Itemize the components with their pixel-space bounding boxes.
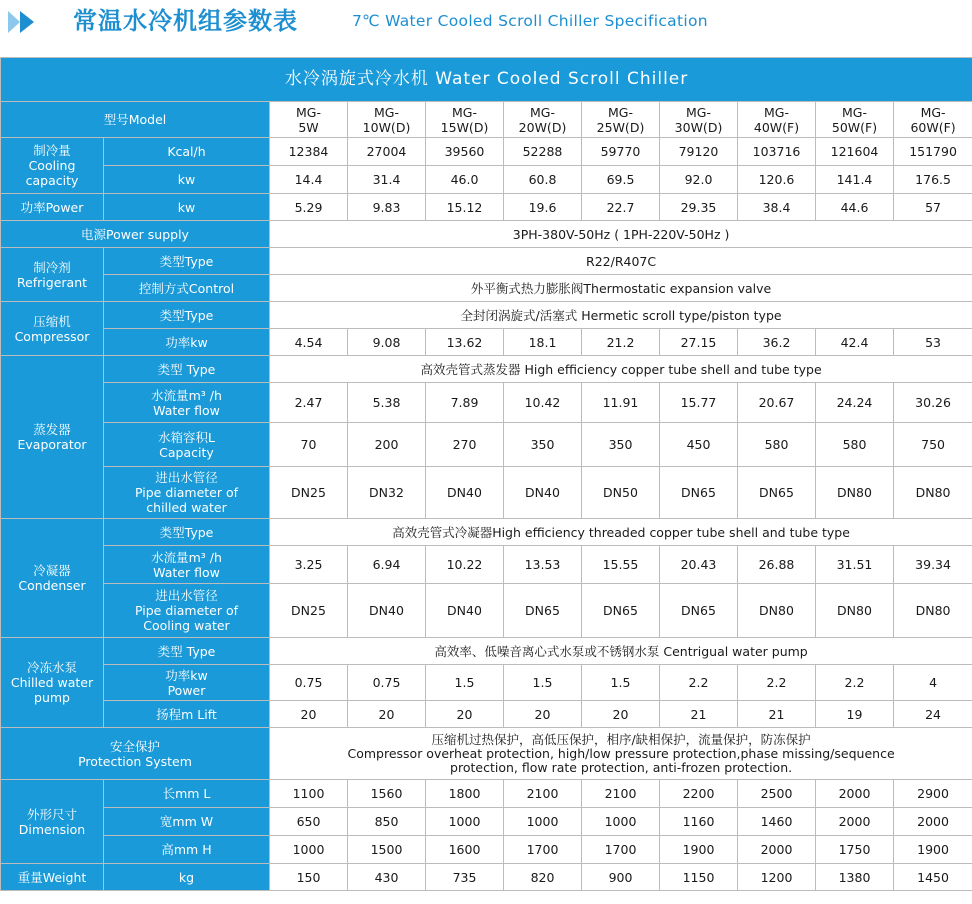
condenser-type-value: 高效壳管式冷凝器High efficiency threaded copper tube shell and tube type [270,519,972,546]
pump-power-label: 功率kw Power [104,665,270,701]
dimension-length-row [1,780,972,808]
cooling-kw-cell: 31.4 [348,166,426,194]
dimension-height-cell: 1700 [582,836,660,864]
page-header [0,0,972,44]
evaporator-pipe-cell: DN40 [504,467,582,519]
model-cell: MG- 50W(F) [816,102,894,138]
compressor-power-label: 功率kw [104,329,270,356]
weight-cell: 1200 [738,864,816,891]
pump-lift-label: 扬程m Lift [104,701,270,728]
model-label: 型号Model [1,102,270,138]
dimension-length-cell: 2100 [504,780,582,808]
dimension-width-cell: 1000 [582,808,660,836]
dimension-width-cell: 850 [348,808,426,836]
pump-power-cell: 1.5 [426,665,504,701]
dimension-width-cell: 650 [270,808,348,836]
compressor-label: 压缩机 Compressor [1,302,104,356]
cooling-kcal-cell: 27004 [348,138,426,166]
protection-row [1,728,972,780]
dimension-height-cell: 2000 [738,836,816,864]
evaporator-flow-row [1,383,972,423]
condenser-flow-cell: 13.53 [504,546,582,584]
pump-lift-cell: 20 [348,701,426,728]
evaporator-flow-cell: 20.67 [738,383,816,423]
dimension-height-cell: 1000 [270,836,348,864]
evaporator-pipe-cell: DN65 [660,467,738,519]
dimension-height-row [1,836,972,864]
dimension-width-cell: 1000 [426,808,504,836]
evaporator-tank-cell: 750 [894,423,972,467]
evaporator-tank-row [1,423,972,467]
dimension-height-label: 高mm H [104,836,270,864]
evaporator-tank-cell: 580 [816,423,894,467]
evaporator-tank-cell: 350 [582,423,660,467]
weight-row [1,864,972,891]
power-cell: 19.6 [504,194,582,221]
pump-power-cell: 2.2 [816,665,894,701]
evaporator-pipe-cell: DN80 [894,467,972,519]
dimension-height-cell: 1600 [426,836,504,864]
evaporator-pipe-cell: DN32 [348,467,426,519]
cooling-kcal-cell: 39560 [426,138,504,166]
dimension-length-cell: 2000 [816,780,894,808]
condenser-flow-cell: 10.22 [426,546,504,584]
pump-lift-cell: 21 [660,701,738,728]
cooling-kw-row [1,166,972,194]
cooling-kw-cell: 60.8 [504,166,582,194]
compressor-power-cell: 53 [894,329,972,356]
dimension-width-cell: 1160 [660,808,738,836]
table-banner: 水冷涡旋式冷水机 Water Cooled Scroll Chiller [1,58,972,102]
evaporator-pipe-row [1,467,972,519]
cooling-kcal-cell: 151790 [894,138,972,166]
cooling-kw-cell: 176.5 [894,166,972,194]
condenser-pipe-label: 进出水管径 Pipe diameter of Cooling water [104,584,270,638]
dimension-length-cell: 2100 [582,780,660,808]
page-title-chinese: 常温水冷机组参数表 [73,7,298,35]
evaporator-pipe-cell: DN40 [426,467,504,519]
condenser-flow-cell: 26.88 [738,546,816,584]
compressor-power-row [1,329,972,356]
refrigerant-control-value: 外平衡式热力膨胀阀Thermostatic expansion valve [270,275,972,302]
refrigerant-type-value: R22/R407C [270,248,972,275]
evaporator-tank-label: 水箱容积L Capacity [104,423,270,467]
weight-cell: 150 [270,864,348,891]
dimension-width-cell: 1460 [738,808,816,836]
model-cell: MG- 20W(D) [504,102,582,138]
power-label: 功率Power [1,194,104,221]
evaporator-flow-cell: 30.26 [894,383,972,423]
power-cell: 22.7 [582,194,660,221]
evaporator-flow-cell: 11.91 [582,383,660,423]
supply-value: 3PH-380V-50Hz ( 1PH-220V-50Hz ) [270,221,972,248]
cooling-kcal-cell: 12384 [270,138,348,166]
weight-cell: 430 [348,864,426,891]
evaporator-label: 蒸发器 Evaporator [1,356,104,519]
cooling-kcal-cell: 121604 [816,138,894,166]
condenser-flow-cell: 20.43 [660,546,738,584]
pump-power-row [1,665,972,701]
condenser-flow-cell: 39.34 [894,546,972,584]
condenser-pipe-cell: DN65 [504,584,582,638]
pump-power-cell: 2.2 [660,665,738,701]
dimension-height-cell: 1500 [348,836,426,864]
condenser-flow-label: 水流量m³ /h Water flow [104,546,270,584]
evaporator-pipe-cell: DN50 [582,467,660,519]
double-triangle-arrow-icon [6,9,40,35]
dimension-width-cell: 2000 [894,808,972,836]
cooling-label: 制冷量 Cooling capacity [1,138,104,194]
spec-table [0,57,972,891]
evaporator-type-row [1,356,972,383]
condenser-pipe-cell: DN65 [660,584,738,638]
dimension-height-cell: 1700 [504,836,582,864]
weight-cell: 735 [426,864,504,891]
condenser-pipe-cell: DN40 [348,584,426,638]
compressor-type-row [1,302,972,329]
pump-type-value: 高效率、低噪音离心式水泵或不锈钢水泵 Centrigual water pump [270,638,972,665]
compressor-type-label: 类型Type [104,302,270,329]
cooling-kcal-cell: 52288 [504,138,582,166]
evaporator-tank-cell: 200 [348,423,426,467]
evaporator-flow-cell: 7.89 [426,383,504,423]
supply-row [1,221,972,248]
pump-lift-cell: 20 [582,701,660,728]
condenser-pipe-cell: DN65 [582,584,660,638]
refrigerant-control-label: 控制方式Control [104,275,270,302]
compressor-power-cell: 27.15 [660,329,738,356]
cooling-kw-unit: kw [104,166,270,194]
dimension-length-cell: 2500 [738,780,816,808]
evaporator-flow-cell: 24.24 [816,383,894,423]
evaporator-flow-cell: 15.77 [660,383,738,423]
condenser-pipe-row [1,584,972,638]
dimension-label: 外形尺寸 Dimension [1,780,104,864]
power-cell: 44.6 [816,194,894,221]
condenser-pipe-cell: DN80 [894,584,972,638]
compressor-power-cell: 18.1 [504,329,582,356]
cooling-kw-cell: 69.5 [582,166,660,194]
cooling-kw-cell: 120.6 [738,166,816,194]
dimension-length-cell: 2900 [894,780,972,808]
dimension-height-cell: 1750 [816,836,894,864]
evaporator-flow-label: 水流量m³ /h Water flow [104,383,270,423]
dimension-width-cell: 2000 [816,808,894,836]
cooling-kw-cell: 92.0 [660,166,738,194]
condenser-label: 冷凝器 Condenser [1,519,104,638]
evaporator-type-label: 类型 Type [104,356,270,383]
pump-lift-cell: 20 [270,701,348,728]
refrigerant-type-label: 类型Type [104,248,270,275]
pump-power-cell: 0.75 [270,665,348,701]
dimension-length-label: 长mm L [104,780,270,808]
evaporator-tank-cell: 350 [504,423,582,467]
compressor-power-cell: 4.54 [270,329,348,356]
weight-cell: 1380 [816,864,894,891]
compressor-power-cell: 21.2 [582,329,660,356]
weight-unit: kg [104,864,270,891]
model-cell: MG- 30W(D) [660,102,738,138]
compressor-power-cell: 42.4 [816,329,894,356]
pump-type-label: 类型 Type [104,638,270,665]
power-cell: 29.35 [660,194,738,221]
condenser-flow-cell: 15.55 [582,546,660,584]
dimension-width-cell: 1000 [504,808,582,836]
evaporator-tank-cell: 450 [660,423,738,467]
pump-lift-cell: 21 [738,701,816,728]
weight-cell: 1150 [660,864,738,891]
pump-lift-cell: 24 [894,701,972,728]
model-cell: MG- 60W(F) [894,102,972,138]
power-cell: 38.4 [738,194,816,221]
pump-power-cell: 0.75 [348,665,426,701]
condenser-pipe-cell: DN80 [738,584,816,638]
evaporator-flow-cell: 10.42 [504,383,582,423]
model-cell: MG- 10W(D) [348,102,426,138]
model-cell: MG- 40W(F) [738,102,816,138]
condenser-flow-cell: 3.25 [270,546,348,584]
condenser-type-row [1,519,972,546]
evaporator-tank-cell: 580 [738,423,816,467]
condenser-pipe-cell: DN80 [816,584,894,638]
compressor-power-cell: 13.62 [426,329,504,356]
cooling-kw-cell: 141.4 [816,166,894,194]
cooling-kcal-cell: 103716 [738,138,816,166]
evaporator-tank-cell: 270 [426,423,504,467]
table-banner-row [1,58,972,102]
evaporator-pipe-cell: DN80 [816,467,894,519]
evaporator-flow-cell: 2.47 [270,383,348,423]
page-title-english: 7℃ Water Cooled Scroll Chiller Specification [352,12,708,30]
dimension-length-cell: 1800 [426,780,504,808]
model-cell: MG- 15W(D) [426,102,504,138]
pump-power-cell: 2.2 [738,665,816,701]
evaporator-flow-cell: 5.38 [348,383,426,423]
cooling-kw-cell: 46.0 [426,166,504,194]
compressor-type-value: 全封闭涡旋式/活塞式 Hermetic scroll type/piston type [270,302,972,329]
compressor-power-cell: 36.2 [738,329,816,356]
cooling-kw-cell: 14.4 [270,166,348,194]
pump-power-cell: 1.5 [504,665,582,701]
dimension-length-cell: 2200 [660,780,738,808]
protection-label: 安全保护 Protection System [1,728,270,780]
power-row [1,194,972,221]
compressor-power-cell: 9.08 [348,329,426,356]
pump-power-cell: 1.5 [582,665,660,701]
evaporator-type-value: 高效壳管式蒸发器 High efficiency copper tube shell and tube type [270,356,972,383]
model-cell: MG- 25W(D) [582,102,660,138]
power-cell: 57 [894,194,972,221]
pump-lift-cell: 20 [504,701,582,728]
cooling-kcal-unit: Kcal/h [104,138,270,166]
weight-cell: 820 [504,864,582,891]
power-cell: 5.29 [270,194,348,221]
dimension-height-cell: 1900 [894,836,972,864]
pump-label: 冷冻水泵 Chilled water pump [1,638,104,728]
power-cell: 9.83 [348,194,426,221]
weight-label: 重量Weight [1,864,104,891]
supply-label: 电源Power supply [1,221,270,248]
condenser-flow-cell: 31.51 [816,546,894,584]
model-row [1,102,972,138]
refrigerant-type-row [1,248,972,275]
model-cell: MG- 5W [270,102,348,138]
pump-type-row [1,638,972,665]
power-unit: kw [104,194,270,221]
condenser-pipe-cell: DN25 [270,584,348,638]
pump-lift-row [1,701,972,728]
weight-cell: 1450 [894,864,972,891]
pump-lift-cell: 20 [426,701,504,728]
evaporator-pipe-label: 进出水管径 Pipe diameter of chilled water [104,467,270,519]
evaporator-tank-cell: 70 [270,423,348,467]
condenser-flow-row [1,546,972,584]
power-cell: 15.12 [426,194,504,221]
dimension-length-cell: 1560 [348,780,426,808]
condenser-pipe-cell: DN40 [426,584,504,638]
refrigerant-control-row [1,275,972,302]
refrigerant-label: 制冷剂 Refrigerant [1,248,104,302]
evaporator-pipe-cell: DN65 [738,467,816,519]
dimension-width-row [1,808,972,836]
pump-power-cell: 4 [894,665,972,701]
evaporator-pipe-cell: DN25 [270,467,348,519]
pump-lift-cell: 19 [816,701,894,728]
dimension-height-cell: 1900 [660,836,738,864]
weight-cell: 900 [582,864,660,891]
condenser-type-label: 类型Type [104,519,270,546]
cooling-kcal-row [1,138,972,166]
condenser-flow-cell: 6.94 [348,546,426,584]
dimension-length-cell: 1100 [270,780,348,808]
cooling-kcal-cell: 79120 [660,138,738,166]
dimension-width-label: 宽mm W [104,808,270,836]
cooling-kcal-cell: 59770 [582,138,660,166]
protection-value: 压缩机过热保护，高低压保护，相序/缺相保护，流量保护，防冻保护 Compressor overheat protection, high/low pressure protection,phase missing/sequence protection, flow rate protection, anti-frozen protection. [270,728,972,780]
